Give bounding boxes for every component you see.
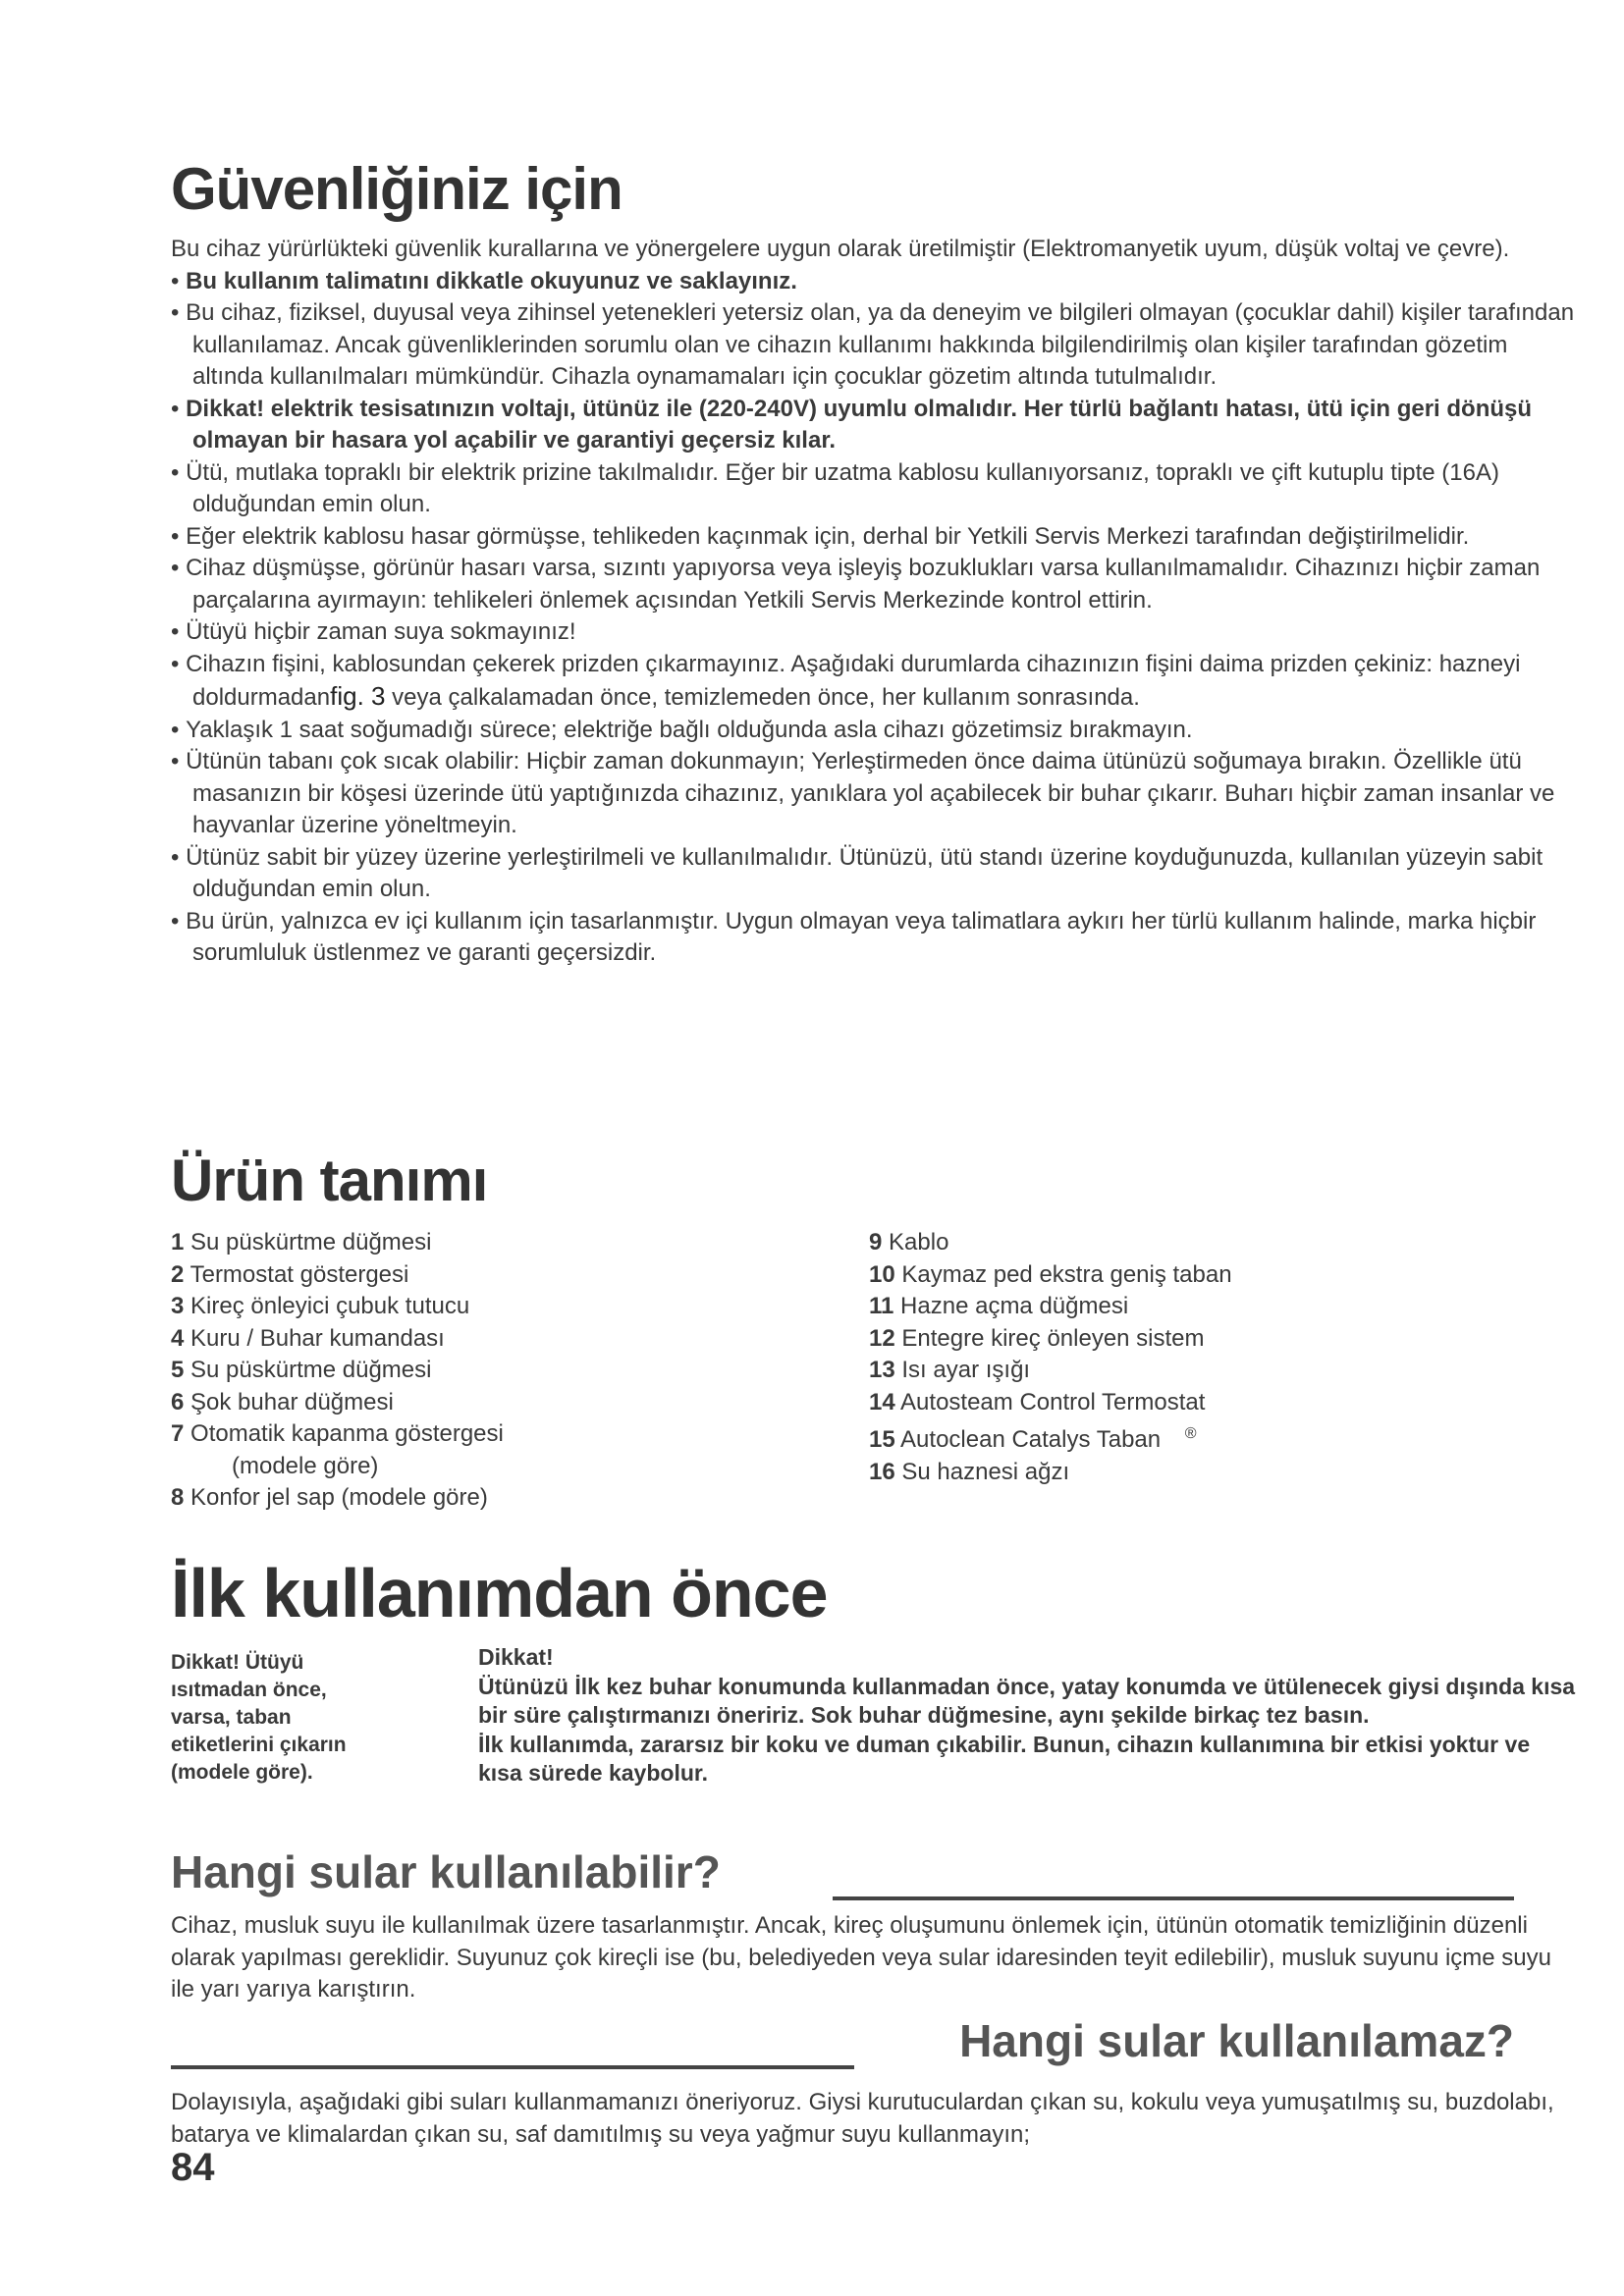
usable-water-heading: Hangi sular kullanılabilir?: [171, 1846, 721, 1897]
bullet-text: Yaklaşık 1 saat soğumadığı sürece; elektriğe bağlı olduğunda asla cihazı gözetimsiz bırakmayın.: [186, 716, 1193, 743]
part-note: (modele göre): [232, 1452, 379, 1479]
warning-text: İlk kullanımda, zararsız bir koku ve duman çıkabilir. Bunun, cihazın kullanımına bir etkisi yoktur ve kısa sürede kaybolur.: [478, 1731, 1531, 1786]
bullet-text: Cihaz düşmüşse, görünür hasarı varsa, sızıntı yapıyorsa veya işleyiş bozuklukları varsa kullanılmamalıdır. Cihazınızı hiçbir zaman parçalarına ayırmayın: tehlikeleri önlemek açısından Yetkili Servis Merkezinde kontrol ettirin.: [186, 555, 1541, 614]
bullet-text: Eğer elektrik kablosu hasar görmüşse, tehlikeden kaçınmak için, derhal bir Yetkili Servis Merkezi tarafından değiştirilmelidir.: [186, 522, 1470, 550]
part-number: 9: [869, 1229, 883, 1255]
bullet-item: • Cihazın fişini, kablosundan çekerek prizden çıkarmayınız. Aşağıdaki durumlarda cihazınızın fişini daima prizden çekiniz: hazneyi doldurmadanfig. 3 veya çalkalamadan önce, temizlemeden önce, her kullanım sonrasında.: [171, 650, 1521, 711]
product-heading: Ürün tanımı: [171, 1148, 488, 1213]
bullet-text: Ütüyü hiçbir zaman suya sokmayınız!: [186, 618, 576, 645]
bullet-text: Ütünün tabanı çok sıcak olabilir: Hiçbir zaman dokunmayın; Yerleştirmeden önce daima ütünüzü soğumaya bırakın. Özellikle ütü masanızın bir köşesi üzerinde ütü yaptığınızda cihazınız, yanıklara yol açabilecek bir buhar çıkarır. Buharı hiçbir zaman insanlar ve hayvanlar üzerine yöneltmeyin.: [186, 748, 1555, 838]
part-item: [171, 1227, 504, 1259]
warning-text: Ütünüzü İlk kez buhar konumunda kullanmadan önce, yatay konumda ve ütülenecek giysi dışında kısa bir süre çalıştırmanızı öneririz. Sok buhar düğmesine, aynı şekilde birkaç tez basın.: [478, 1673, 1576, 1728]
part-item: [171, 1482, 504, 1515]
part-number: 12: [869, 1324, 895, 1352]
part-label: Termostat göstergesi: [189, 1260, 409, 1288]
part-number: 7: [171, 1420, 185, 1447]
bullet-item: • Eğer elektrik kablosu hasar görmüşse, tehlikeden kaçınmak için, derhal bir Yetkili Servis Merkezi tarafından değiştirilmelidir.: [171, 522, 1470, 550]
part-label: Kaymaz ped ekstra geniş taban: [901, 1260, 1232, 1288]
part-label: Su haznesi ağzı: [901, 1458, 1070, 1485]
part-number: 3: [171, 1293, 185, 1319]
bullet-text: Bu ürün, yalnızca ev içi kullanım için tasarlanmıştır. Uygun olmayan veya talimatlara aykırı her türlü kullanım halinde, marka hiçbir sorumluluk üstlenmez ve garanti geçersizdir.: [186, 907, 1537, 966]
safety-intro: Bu cihaz yürürlükteki güvenlik kurallarına ve yönergelere uygun olarak üretilmiştir (Elektromanyetik uyum, düşük voltaj ve çevre).: [171, 236, 1510, 262]
part-number: 8: [171, 1484, 185, 1511]
part-item: [869, 1291, 1232, 1323]
part-label: Kuru / Buhar kumandası: [190, 1324, 445, 1352]
bullet-item: • Ütünün tabanı çok sıcak olabilir: Hiçbir zaman dokunmayın; Yerleştirmeden önce daima ütünüzü soğumaya bırakın. Özellikle ütü masanızın bir köşesi üzerinde ütü yaptığınızda cihazınız, yanıklara yol açabilecek bir buhar çıkarır. Buharı hiçbir zaman insanlar ve hayvanlar üzerine yöneltmeyin.: [171, 748, 1555, 838]
part-number: 6: [171, 1388, 185, 1415]
safety-body: [171, 234, 1585, 970]
bullet-text: Dikkat! elektrik tesisatınızın voltajı, ütünüz ile (220-240V) uyumlu olmalıdır. Her türlü bağlantı hatası, ütü için geri dönüşü olmayan bir hasara yol açabilir ve garantiyi geçersiz kılar.: [186, 395, 1533, 454]
part-item: [171, 1323, 504, 1356]
part-number: 14: [869, 1388, 895, 1415]
bullet-text: Bu kullanım talimatını dikkatle okuyunuz ve saklayınız.: [186, 267, 797, 294]
heading-rule: [833, 1896, 1514, 1900]
part-label: Kablo: [889, 1229, 949, 1255]
part-label: Entegre kireç önleyen sistem: [901, 1324, 1205, 1352]
heading-rule: [171, 2065, 854, 2069]
part-number: 5: [171, 1357, 185, 1383]
bullet-text: Cihazın fişini, kablosundan çekerek prizden çıkarmayınız. Aşağıdaki durumlarda cihazınızın fişini daima prizden çekiniz: hazneyi doldurmadan: [186, 650, 1521, 711]
part-number: 16: [869, 1458, 895, 1485]
bullet-item: • Ütü, mutlaka topraklı bir elektrik prizine takılmalıdır. Eğer bir uzatma kablosu kullanıyorsanız, topraklı ve çift kutuplu tipte (16A) olduğundan emin olun.: [171, 458, 1499, 517]
part-label: Su püskürtme düğmesi: [190, 1357, 432, 1383]
bullet-item: • Ütünüz sabit bir yüzey üzerine yerleştirilmeli ve kullanılmalıdır. Ütünüzü, ütü standı üzerine koyduğunuzda, kullanılan yüzeyin sabit olduğundan emin olun.: [171, 843, 1543, 902]
registered-mark: ®: [1184, 1425, 1197, 1442]
bullet-text: Bu cihaz, fiziksel, duyusal veya zihinsel yetenekleri yetersiz olan, ya da deneyim ve bilgileri olmayan (çocuklar dahil) kişiler tarafından kullanılamaz. Ancak güvenliklerinden sorumlu olan ve cihazın kullanımı hakkında bilgilendirilmiş olan kişiler tarafından gözetim altında kullanılmaları mümkündür. Cihazla oynamamaları için çocuklar gözetim altında tutulmalıdır.: [186, 299, 1575, 390]
part-number: 15: [869, 1426, 895, 1453]
part-number: 11: [869, 1293, 894, 1319]
page-number: 84: [171, 2146, 215, 2189]
part-number: 1: [171, 1229, 185, 1255]
parts-list-left: [171, 1227, 504, 1515]
label-removal-note: Dikkat! Ütüyü ısıtmadan önce, varsa, taban etiketlerini çıkarın (modele göre).: [171, 1651, 347, 1784]
part-item: [171, 1259, 504, 1292]
part-label: Konfor jel sap (modele göre): [190, 1484, 488, 1511]
part-number: 13: [869, 1357, 895, 1383]
safety-heading: Güvenliğiniz için: [171, 156, 623, 222]
bullet-item: • Ütüyü hiçbir zaman suya sokmayınız!: [171, 618, 576, 645]
parts-list-right: [869, 1227, 1232, 1488]
first-use-warning: [478, 1643, 1578, 1789]
part-label: Autoclean Catalys Taban: [900, 1426, 1162, 1453]
part-item: [869, 1259, 1232, 1292]
bullet-item: • Bu ürün, yalnızca ev içi kullanım için tasarlanmıştır. Uygun olmayan veya talimatlara aykırı her türlü kullanım halinde, marka hiçbir sorumluluk üstlenmez ve garanti geçersizdir.: [171, 907, 1537, 966]
warning-title: Dikkat!: [478, 1644, 554, 1670]
part-item: [869, 1387, 1232, 1419]
part-label: Hazne açma düğmesi: [900, 1293, 1129, 1319]
unusable-water-heading: Hangi sular kullanılamaz?: [959, 2015, 1514, 2066]
part-item: [869, 1227, 1232, 1259]
part-item: [869, 1457, 1232, 1489]
part-label: Kireç önleyici çubuk tutucu: [190, 1293, 470, 1319]
part-item: [171, 1291, 504, 1323]
bullet-item: • Dikkat! elektrik tesisatınızın voltajı, ütünüz ile (220-240V) uyumlu olmalıdır. Her türlü bağlantı hatası, ütü için geri dönüşü olmayan bir hasara yol açabilir ve garantiyi geçersiz kılar.: [171, 395, 1533, 454]
part-item: [171, 1387, 504, 1419]
unusable-water-text: Dolayısıyla, aşağıdaki gibi suları kullanmamanızı öneriyoruz. Giysi kurutuculardan çıkan su, kokulu veya yumuşatılmış su, buzdolabı, batarya ve klimalardan çıkan su, saf damıtılmış su veya yağmur suyu kullanmayın;: [171, 2089, 1554, 2148]
part-label: Şok buhar düğmesi: [190, 1388, 394, 1415]
bullet-item: • Cihaz düşmüşse, görünür hasarı varsa, sızıntı yapıyorsa veya işleyiş bozuklukları varsa kullanılmamalıdır. Cihazınızı hiçbir zaman parçalarına ayırmayın: tehlikeleri önlemek açısından Yetkili Servis Merkezinde kontrol ettirin.: [171, 555, 1541, 614]
part-label: Autosteam Control Termostat: [900, 1388, 1206, 1415]
part-item: [869, 1418, 1232, 1457]
part-item: [869, 1323, 1232, 1356]
usable-water-text: Cihaz, musluk suyu ile kullanılmak üzere tasarlanmıştır. Ancak, kireç oluşumunu önlemek için, ütünün otomatik temizliğinin düzenli olarak yapılması gereklidir. Suyunuz çok kireçli ise (bu, belediyeden veya sular idaresinden teyit edilebilir), musluk suyunu içme suyu ile yarı yarıya karıştırın.: [171, 1912, 1552, 2002]
bullet-item: • Bu kullanım talimatını dikkatle okuyunuz ve saklayınız.: [171, 267, 797, 294]
part-label: Su püskürtme düğmesi: [190, 1229, 432, 1255]
part-item: [869, 1355, 1232, 1387]
part-item: [171, 1355, 504, 1387]
bullet-item: • Yaklaşık 1 saat soğumadığı sürece; elektriğe bağlı olduğunda asla cihazı gözetimsiz bırakmayın.: [171, 716, 1193, 743]
figure-reference: fig. 3: [330, 681, 386, 711]
bullet-text: veya çalkalamadan önce, temizlemeden önce, her kullanım sonrasında.: [385, 684, 1140, 711]
bullet-text: Ütü, mutlaka topraklı bir elektrik prizine takılmalıdır. Eğer bir uzatma kablosu kullanıyorsanız, topraklı ve çift kutuplu tipte (16A) olduğundan emin olun.: [186, 458, 1499, 517]
part-number: 10: [869, 1260, 895, 1288]
part-label: Isı ayar ışığı: [901, 1357, 1031, 1383]
part-number: 2: [171, 1260, 185, 1288]
first-use-heading: İlk kullanımdan önce: [171, 1555, 828, 1631]
bullet-item: • Bu cihaz, fiziksel, duyusal veya zihinsel yetenekleri yetersiz olan, ya da deneyim ve bilgileri olmayan (çocuklar dahil) kişiler tarafından kullanılamaz. Ancak güvenliklerinden sorumlu olan ve cihazın kullanımı hakkında bilgilendirilmiş olan kişiler tarafından gözetim altında kullanılmaları mümkündür. Cihazla oynamamaları için çocuklar gözetim altında tutulmalıdır.: [171, 299, 1575, 390]
bullet-text: Ütünüz sabit bir yüzey üzerine yerleştirilmeli ve kullanılmalıdır. Ütünüzü, ütü standı üzerine koyduğunuzda, kullanılan yüzeyin sabit olduğundan emin olun.: [186, 843, 1543, 902]
part-label: Otomatik kapanma göstergesi: [190, 1420, 504, 1447]
part-number: 4: [171, 1324, 185, 1352]
part-item: [171, 1418, 504, 1451]
